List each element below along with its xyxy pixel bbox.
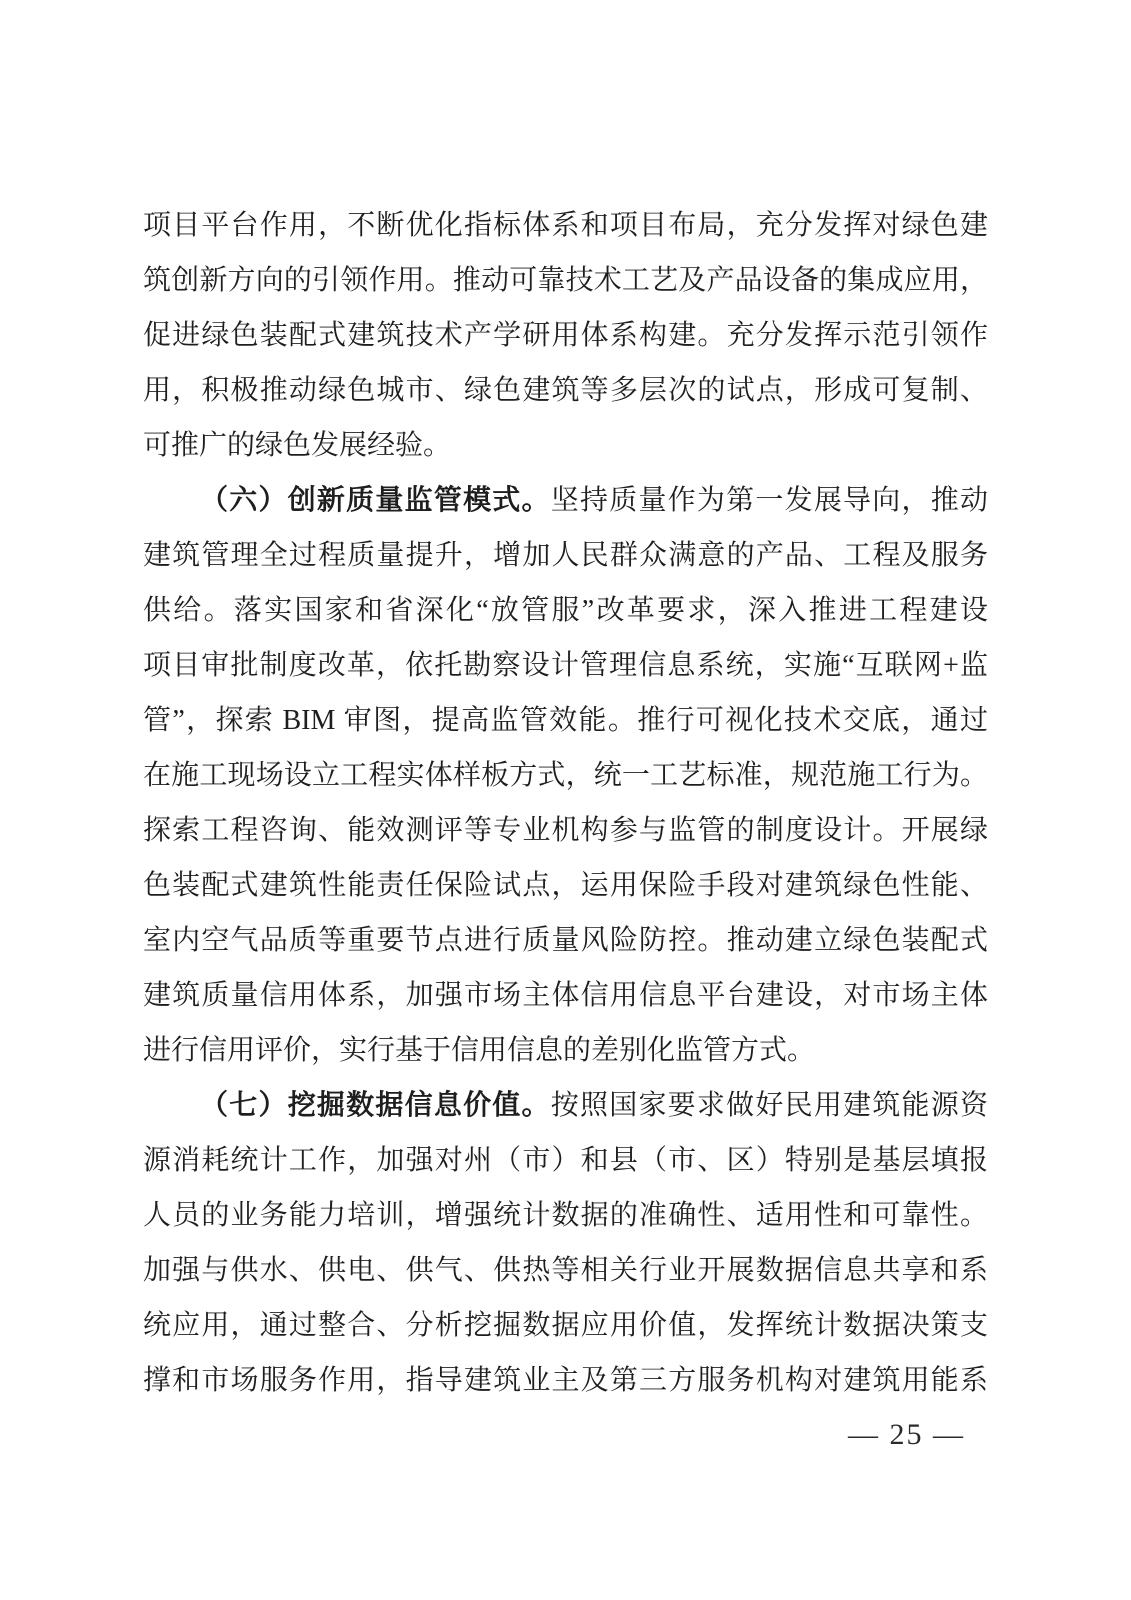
text-line — [143, 1298, 988, 1353]
line-text: 供给。落实国家和省深化“放管服”改革要求，深入推进工程建设 — [143, 595, 988, 626]
line-text: 进行信用评价，实行基于信用信息的差别化监管方式。 — [143, 1035, 816, 1066]
line-text: 促进绿色装配式建筑技术产学研用体系构建。充分发挥示范引领作 — [143, 320, 988, 351]
text-line — [143, 253, 988, 308]
text-area — [143, 198, 988, 1408]
text-line — [143, 803, 988, 858]
text-line — [143, 1188, 988, 1243]
line-text: 建筑质量信用体系，加强市场主体信用信息平台建设，对市场主体 — [143, 980, 988, 1011]
line-text: 管”，探索 BIM 审图，提高监管效能。推行可视化技术交底，通过 — [143, 705, 988, 736]
line-text: 色装配式建筑性能责任保险试点，运用保险手段对建筑绿色性能、 — [143, 870, 988, 901]
section-heading: （六）创新质量监管模式。 — [200, 485, 551, 516]
line-text: 统应用，通过整合、分析挖掘数据应用价值，发挥统计数据决策支 — [143, 1310, 988, 1341]
text-line — [143, 1243, 988, 1298]
text-line — [143, 198, 988, 253]
line-text: 用，积极推动绿色城市、绿色建筑等多层次的试点，形成可复制、 — [143, 375, 988, 406]
line-text: 建筑管理全过程质量提升，增加人民群众满意的产品、工程及服务 — [143, 540, 988, 571]
text-line — [143, 583, 988, 638]
line-text: 人员的业务能力培训，增强统计数据的准确性、适用性和可靠性。 — [143, 1200, 988, 1231]
text-line — [143, 1078, 988, 1133]
text-line — [143, 308, 988, 363]
line-text: 室内空气品质等重要节点进行质量风险防控。推动建立绿色装配式 — [143, 925, 988, 956]
text-line — [143, 638, 988, 693]
line-text: 项目审批制度改革，依托勘察设计管理信息系统，实施“互联网+监 — [143, 650, 988, 681]
text-line — [143, 693, 988, 748]
line-text: 在施工现场设立工程实体样板方式，统一工艺标准，规范施工行为。 — [143, 760, 988, 791]
line-text: 项目平台作用，不断优化指标体系和项目布局，充分发挥对绿色建 — [143, 210, 988, 241]
text-line — [143, 528, 988, 583]
text-line — [143, 748, 988, 803]
line-text: 坚持质量作为第一发展导向，推动 — [550, 485, 988, 516]
line-text: 探索工程咨询、能效测评等专业机构参与监管的制度设计。开展绿 — [143, 815, 988, 846]
text-line — [143, 1023, 988, 1078]
text-line — [143, 473, 988, 528]
line-text: 加强与供水、供电、供气、供热等相关行业开展数据信息共享和系 — [143, 1255, 988, 1286]
section-heading: （七）挖掘数据信息价值。 — [200, 1090, 551, 1121]
page-number: — 25 — — [848, 1418, 965, 1451]
text-line — [143, 858, 988, 913]
text-line — [143, 968, 988, 1023]
line-text: 可推广的绿色发展经验。 — [143, 430, 452, 461]
line-text: 按照国家要求做好民用建筑能源资 — [550, 1090, 988, 1121]
text-line — [143, 1133, 988, 1188]
text-line — [143, 418, 988, 473]
line-text: 撑和市场服务作用，指导建筑业主及第三方服务机构对建筑用能系 — [143, 1365, 988, 1396]
text-line — [143, 1353, 988, 1408]
line-text: 筑创新方向的引领作用。推动可靠技术工艺及产品设备的集成应用， — [143, 265, 988, 296]
text-line — [143, 363, 988, 418]
text-line — [143, 913, 988, 968]
line-text: 源消耗统计工作，加强对州（市）和县（市、区）特别是基层填报 — [143, 1145, 988, 1176]
